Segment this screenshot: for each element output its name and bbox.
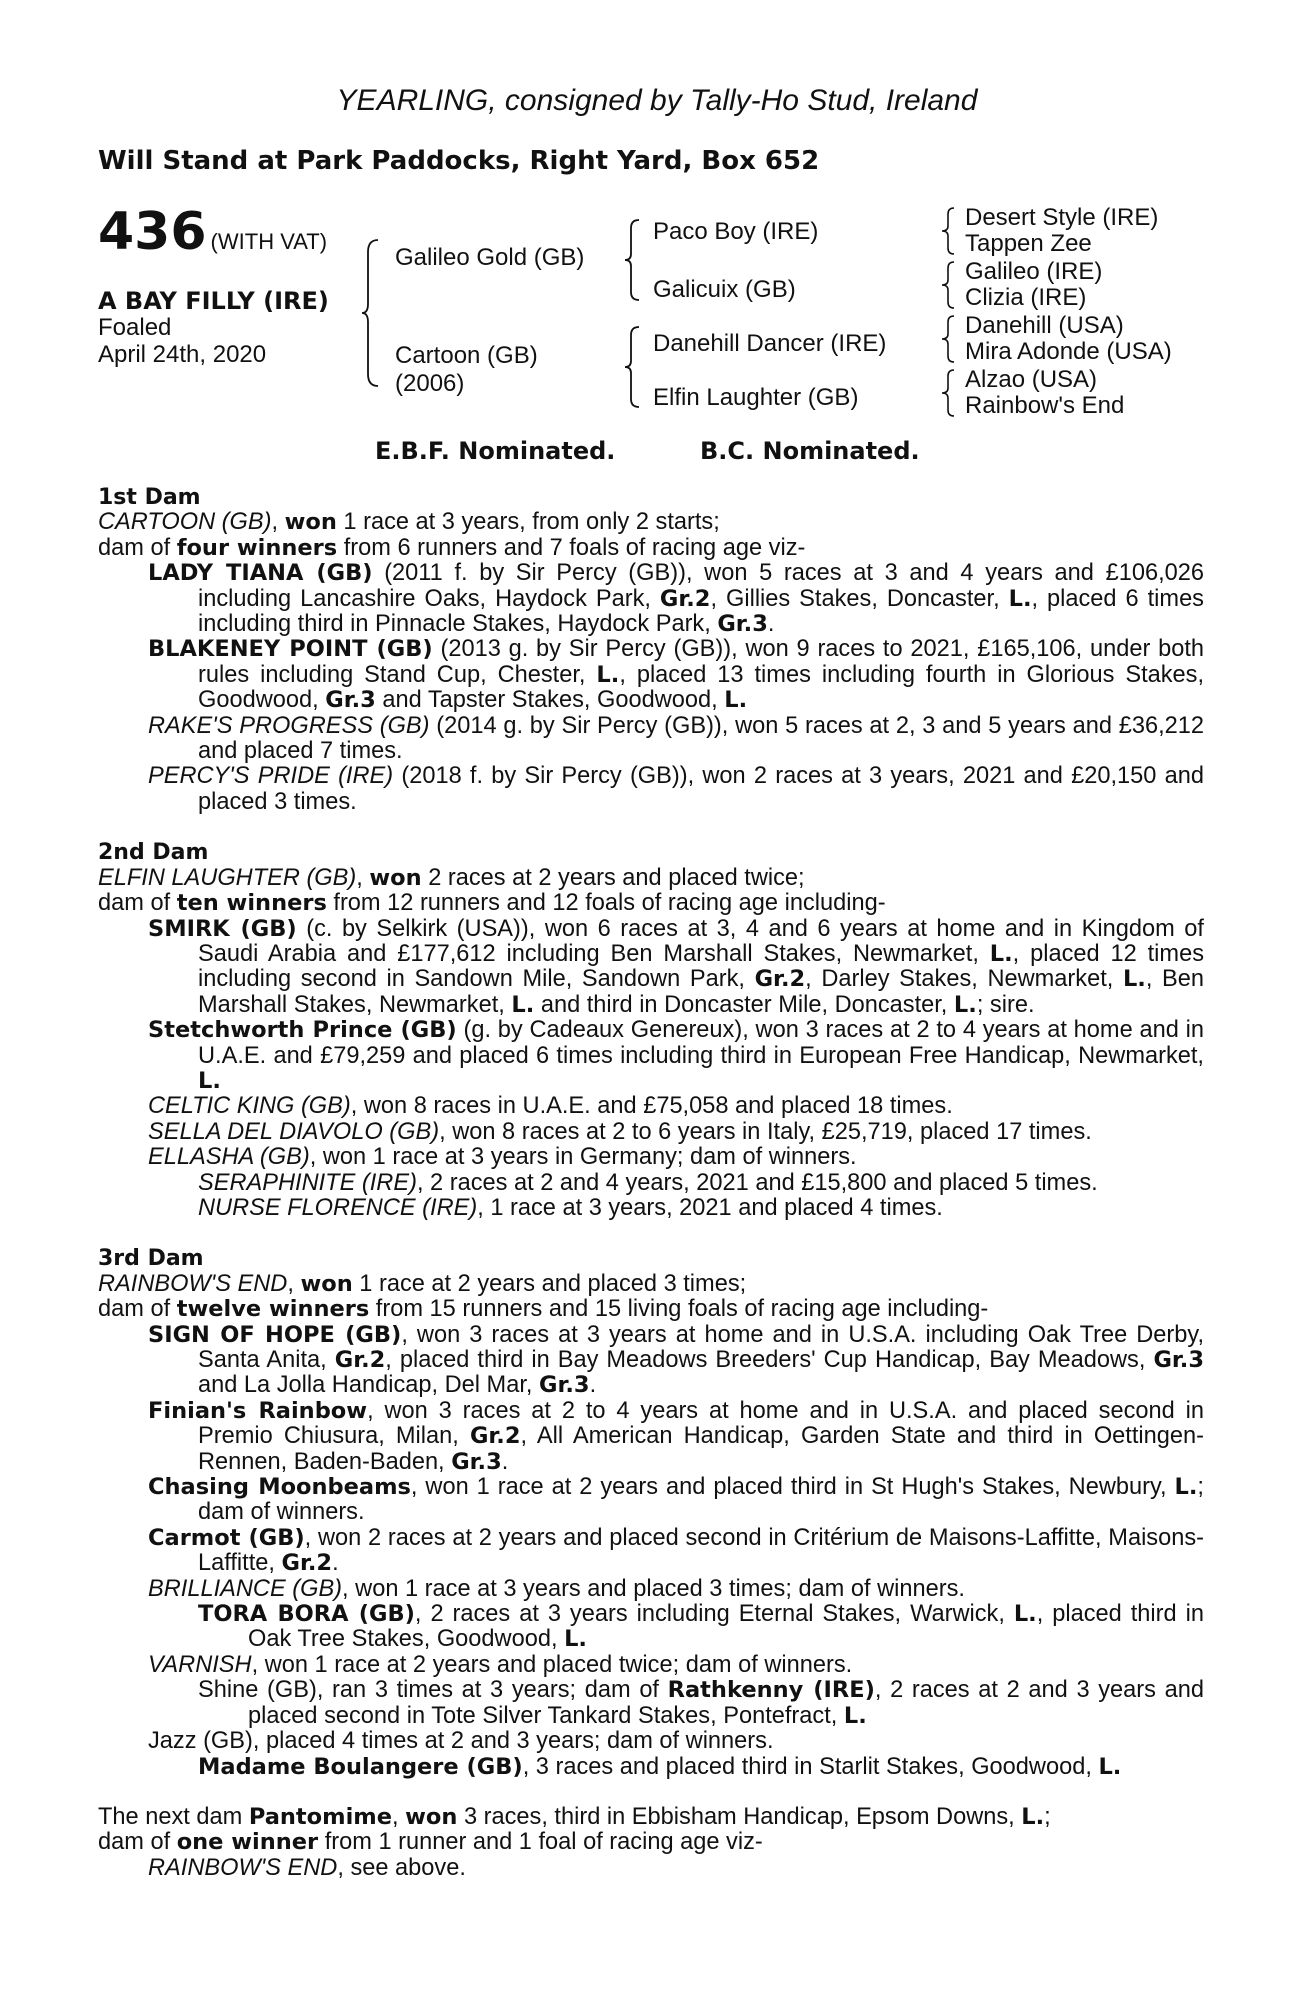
offspring-entry: [98, 1018, 1204, 1094]
offspring-entry: [98, 714, 1204, 765]
horse-name: ELLASHA (GB): [148, 1144, 310, 1171]
horse-name: RAINBOW'S END: [98, 1270, 288, 1297]
pedigree-brace-sire: [623, 218, 641, 303]
bold-text: four winners: [176, 534, 338, 561]
horse-description: A BAY FILLY (IRE): [98, 287, 329, 315]
first-dam-heading: 1st Dam: [98, 485, 201, 510]
text-run: (2014 g. by Sir Percy (GB)), won 5 races at 2, 3 and 5 years and £36,212 and placed 7 times.: [198, 712, 1204, 765]
second-dam-offspring-list: [98, 917, 1204, 1171]
second-dam-grand-list: [98, 1171, 1204, 1222]
text-run: , won 3 races at 2 to 4 years at home and in U.S.A. and placed second in Premio Chiusura, Milan,: [198, 1397, 1205, 1450]
foaled-date: April 24th, 2020: [98, 341, 267, 368]
text-run: ,: [356, 864, 370, 891]
bold-text: won: [284, 509, 337, 536]
bold-text: L.: [1008, 585, 1032, 612]
grand-offspring-entry: [98, 1678, 1204, 1729]
text-run: (c. by Selkirk (USA)), won 6 races at 3, 4 and 6 years at home and in Kingdom of Saudi Arabia and £177,612 including Ben Marshall Stakes, Newmarket,: [198, 915, 1204, 967]
pedigree-brace-sd: [940, 260, 956, 310]
offspring-entry: [98, 561, 1204, 637]
bold-text: twelve winners: [176, 1296, 370, 1323]
text-run: , Gillies Stakes, Doncaster,: [710, 585, 1009, 612]
third-dam-section: [98, 1246, 1204, 1780]
bold-text: Gr.3: [539, 1372, 590, 1399]
text-run: and La Jolla Handicap, Del Mar,: [198, 1372, 539, 1399]
bold-text: L.: [596, 661, 620, 688]
text-run: , won 2 races at 2 years and placed second in Critérium de Maisons-Laffitte, Maisons-Laffitte,: [198, 1524, 1205, 1577]
offspring-entry: [98, 1323, 1204, 1399]
bc-nomination: B.C. Nominated.: [700, 437, 920, 465]
text-run: dam of: [98, 1829, 177, 1856]
pedigree-sire-sire: Paco Boy (IRE): [653, 218, 819, 245]
pedigree-dss: Danehill (USA): [965, 312, 1124, 339]
text-run: 3 races, third in Ebbisham Handicap, Epsom Downs,: [457, 1803, 1022, 1830]
pedigree-dam: Cartoon (GB): [395, 342, 538, 369]
foaled-label: Foaled: [98, 314, 172, 341]
horse-name: CELTIC KING (GB): [148, 1093, 351, 1120]
lot-number: 436: [98, 202, 207, 262]
text-run: , see above.: [337, 1854, 466, 1881]
pedigree-brace-ss: [940, 206, 956, 256]
third-dam-record: [98, 1272, 1204, 1297]
text-run: , 2 races at 3 years including Eternal Stakes, Warwick,: [414, 1601, 1014, 1628]
text-run: .: [767, 611, 775, 638]
bold-text: Gr.3: [325, 687, 376, 714]
bold-text: L.: [511, 991, 535, 1018]
pedigree-brace-main: [360, 238, 380, 388]
bold-text: one winner: [176, 1829, 319, 1856]
text-run: ,: [392, 1803, 406, 1830]
text-run: ; dam of winners.: [198, 1474, 1204, 1526]
offspring-entry: [98, 1856, 1204, 1881]
bold-text: Gr.2: [281, 1550, 333, 1577]
pedigree-dam-dam: Elfin Laughter (GB): [653, 384, 859, 411]
bold-text: Rathkenny (IRE): [667, 1677, 875, 1704]
second-dam-section: [98, 840, 1204, 1221]
text-run: (2018 f. by Sir Percy (GB)), won 2 races at 3 years, 2021 and £20,150 and placed 3 times.: [198, 763, 1204, 815]
text-run: , 3 races and placed third in Starlit Stakes, Goodwood,: [522, 1753, 1099, 1780]
pedigree-sire: Galileo Gold (GB): [395, 244, 585, 271]
pedigree-dsd: Mira Adonde (USA): [965, 338, 1172, 365]
vat-label: (WITH VAT): [210, 229, 328, 254]
bold-text: Gr.2: [754, 966, 806, 993]
third-dam-heading: 3rd Dam: [98, 1246, 204, 1272]
horse-name: VARNISH: [148, 1651, 252, 1678]
text-run: , won 1 race at 2 years and placed twice; dam of winners.: [251, 1651, 853, 1678]
text-run: Shine (GB), ran 3 times at 3 years; dam of: [198, 1677, 668, 1704]
text-run: from 15 runners and 15 living foals of racing age including-: [369, 1296, 989, 1323]
text-run: , placed 6 times including third in Pinnacle Stakes, Haydock Park,: [198, 585, 1204, 638]
horse-name: RAKE'S PROGRESS (GB): [148, 712, 430, 739]
bold-text: L.: [1122, 966, 1146, 993]
bold-text: L.: [843, 1702, 867, 1729]
text-run: ;: [1044, 1803, 1051, 1830]
bold-text: L.: [1013, 1601, 1037, 1628]
pedigree-dam-sire: Danehill Dancer (IRE): [653, 330, 887, 357]
lot-heading: [98, 202, 327, 262]
text-run: dam of: [98, 1296, 177, 1323]
text-run: , placed 12 times including second in Sandown Mile, Sandown Park,: [198, 940, 1204, 993]
text-run: .: [501, 1448, 509, 1475]
text-run: from 6 runners and 7 foals of racing age viz-: [337, 534, 806, 561]
bold-text: TORA BORA (GB): [198, 1601, 415, 1628]
pedigree-sds: Galileo (IRE): [965, 258, 1103, 285]
horse-name: BRILLIANCE (GB): [148, 1575, 343, 1602]
bold-text: L.: [724, 687, 748, 714]
offspring-entry: [98, 1475, 1204, 1526]
text-run: ,: [287, 1270, 301, 1297]
text-run: 2 races at 2 years and placed twice;: [421, 864, 805, 891]
bold-text: ten winners: [176, 890, 327, 917]
text-run: 1 race at 2 years and placed 3 times;: [352, 1270, 747, 1297]
bold-text: L.: [1098, 1753, 1122, 1780]
bold-text: Carmot (GB): [148, 1524, 305, 1551]
text-run: from 12 runners and 12 foals of racing age including-: [326, 890, 886, 917]
grand-offspring-entry: [98, 1755, 1204, 1780]
bold-text: Madame Boulangere (GB): [198, 1753, 523, 1780]
text-run: dam of: [98, 890, 177, 917]
bold-text: Chasing Moonbeams: [148, 1474, 411, 1501]
first-dam-section: [98, 485, 1204, 815]
text-run: 1 race at 3 years, from only 2 starts;: [336, 509, 720, 536]
first-dam-offspring-list: [98, 561, 1204, 815]
text-run: , Ben Marshall Stakes, Newmarket,: [198, 966, 1204, 1018]
bold-text: Stetchworth Prince (GB): [148, 1017, 457, 1044]
third-dam-produce: [98, 1297, 1204, 1322]
text-run: , placed 13 times including fourth in Glorious Stakes, Goodwood,: [198, 661, 1205, 714]
offspring-entry: [98, 1653, 1204, 1678]
next-dam-offspring-list: [98, 1856, 1204, 1881]
text-run: ,: [271, 509, 285, 536]
stand-location: Will Stand at Park Paddocks, Right Yard, Box 652: [98, 146, 820, 176]
horse-name: RAINBOW'S END: [148, 1854, 338, 1881]
text-run: , placed third in Bay Meadows Breeders' Cup Handicap, Bay Meadows,: [385, 1347, 1154, 1373]
second-dam-produce: [98, 891, 1204, 916]
text-run: The next dam: [98, 1803, 249, 1830]
bold-text: L.: [1021, 1803, 1045, 1830]
text-run: , placed third in Oak Tree Stakes, Goodwood,: [248, 1601, 1204, 1653]
text-run: , won 8 races at 2 to 6 years in Italy, £25,719, placed 17 times.: [439, 1118, 1092, 1145]
second-dam-heading: 2nd Dam: [98, 840, 209, 866]
text-run: , All American Handicap, Garden State and third in Oettingen-Rennen, Baden-Baden,: [198, 1423, 1204, 1475]
pedigree-sss: Desert Style (IRE): [965, 204, 1159, 231]
offspring-entry: [98, 764, 1204, 815]
offspring-entry: [98, 1526, 1204, 1577]
text-run: Jazz (GB), placed 4 times at 2 and 3 years; dam of winners.: [148, 1728, 774, 1755]
next-dam-section: [98, 1805, 1204, 1881]
second-dam-record: [98, 866, 1204, 891]
text-run: , 2 races at 2 and 4 years, 2021 and £15,800 and placed 5 times.: [416, 1169, 1098, 1196]
pedigree-notes: [98, 485, 1204, 1881]
next-dam-record: [98, 1805, 1204, 1830]
text-run: , 1 race at 3 years, 2021 and placed 4 times.: [477, 1194, 943, 1221]
bold-text: Gr.3: [717, 611, 768, 638]
bold-text: Gr.2: [469, 1423, 521, 1450]
pedigree-sire-dam: Galicuix (GB): [653, 276, 796, 303]
text-run: (g. by Cadeaux Genereux), won 3 races at 2 to 4 years at home and in U.A.E. and £79,259 and placed 6 times including third in European Free Handicap, Newmarket,: [198, 1017, 1204, 1069]
bold-text: SMIRK (GB): [148, 915, 297, 942]
pedigree-brace-ds: [940, 314, 956, 364]
bold-text: SIGN OF HOPE (GB): [148, 1321, 402, 1348]
text-run: (2011 f. by Sir Percy (GB)), won 5 races at 3 and 4 years and £106,026 including Lancashire Oaks, Haydock Park,: [198, 560, 1204, 612]
text-run: .: [589, 1372, 597, 1399]
text-run: ; sire.: [976, 991, 1035, 1018]
text-run: and Tapster Stakes, Goodwood,: [375, 687, 725, 714]
text-run: from 1 runner and 1 foal of racing age viz-: [318, 1829, 763, 1856]
grand-offspring-entry: [98, 1602, 1204, 1653]
offspring-entry: [98, 917, 1204, 1019]
bold-text: Gr.2: [334, 1347, 386, 1373]
bold-text: Gr.2: [659, 585, 711, 612]
first-dam-produce: [98, 536, 1204, 561]
consignment-line: YEARLING, consigned by Tally-Ho Stud, Ireland: [336, 84, 978, 117]
horse-name: CARTOON (GB): [98, 509, 272, 536]
offspring-entry: [98, 1145, 1204, 1170]
text-run: , Darley Stakes, Newmarket,: [805, 966, 1123, 993]
bold-text: L.: [989, 940, 1013, 967]
ebf-nomination: E.B.F. Nominated.: [375, 437, 616, 465]
grand-offspring-entry: [98, 1196, 1204, 1221]
text-run: , 2 races at 2 and 3 years and placed second in Tote Silver Tankard Stakes, Pontefract,: [248, 1677, 1204, 1729]
offspring-entry: [98, 1577, 1204, 1602]
pedigree-brace-dam: [623, 325, 641, 410]
horse-name: NURSE FLORENCE (IRE): [198, 1194, 478, 1221]
offspring-entry: [98, 637, 1204, 713]
pedigree-ssd: Tappen Zee: [965, 230, 1092, 257]
bold-text: BLAKENEY POINT (GB): [148, 636, 433, 663]
offspring-entry: [98, 1120, 1204, 1145]
text-run: , won 1 race at 3 years and placed 3 times; dam of winners.: [342, 1575, 965, 1602]
grand-offspring-entry: [98, 1171, 1204, 1196]
text-run: dam of: [98, 534, 177, 561]
foaled-info: [98, 314, 266, 368]
text-run: , won 1 race at 2 years and placed third in St Hugh's Stakes, Newbury,: [410, 1474, 1175, 1501]
text-run: and third in Doncaster Mile, Doncaster,: [534, 991, 954, 1018]
text-run: .: [332, 1550, 339, 1577]
horse-name: PERCY'S PRIDE (IRE): [148, 763, 394, 790]
bold-text: won: [405, 1803, 458, 1830]
offspring-entry: [98, 1094, 1204, 1119]
pedigree-dam-year: (2006): [395, 370, 465, 397]
horse-name: SELLA DEL DIAVOLO (GB): [148, 1118, 440, 1145]
text-run: , won 3 races at 3 years at home and in U.S.A. including Oak Tree Derby, Santa Anita,: [198, 1321, 1204, 1373]
bold-text: L.: [1174, 1474, 1198, 1501]
bold-text: won: [369, 864, 422, 891]
next-dam-produce: [98, 1830, 1204, 1855]
offspring-entry: [98, 1729, 1204, 1754]
first-dam-record: [98, 510, 1204, 535]
bold-text: L.: [953, 991, 977, 1018]
pedigree-brace-dd: [940, 368, 956, 418]
bold-text: won: [300, 1270, 353, 1297]
offspring-entry: [98, 1399, 1204, 1475]
bold-text: Gr.3: [1153, 1347, 1204, 1373]
bold-text: Gr.3: [451, 1448, 502, 1475]
horse-name: ELFIN LAUGHTER (GB): [98, 864, 357, 891]
third-dam-entries: [98, 1323, 1204, 1780]
pedigree-dds: Alzao (USA): [965, 366, 1098, 393]
pedigree-ddd: Rainbow's End: [965, 392, 1125, 419]
bold-text: Pantomime: [248, 1803, 392, 1830]
bold-text: L.: [564, 1626, 587, 1653]
bold-text: Finian's Rainbow: [148, 1397, 368, 1424]
horse-name: SERAPHINITE (IRE): [198, 1169, 417, 1196]
text-run: (2013 g. by Sir Percy (GB)), won 9 races to 2021, £165,106, under both rules including Stand Cup, Chester,: [198, 636, 1204, 688]
bold-text: LADY TIANA (GB): [148, 560, 373, 587]
text-run: , won 8 races in U.A.E. and £75,058 and placed 18 times.: [350, 1093, 953, 1120]
bold-text: L.: [198, 1067, 221, 1094]
text-run: , won 1 race at 3 years in Germany; dam of winners.: [309, 1144, 857, 1171]
pedigree-sdd: Clizia (IRE): [965, 284, 1087, 311]
